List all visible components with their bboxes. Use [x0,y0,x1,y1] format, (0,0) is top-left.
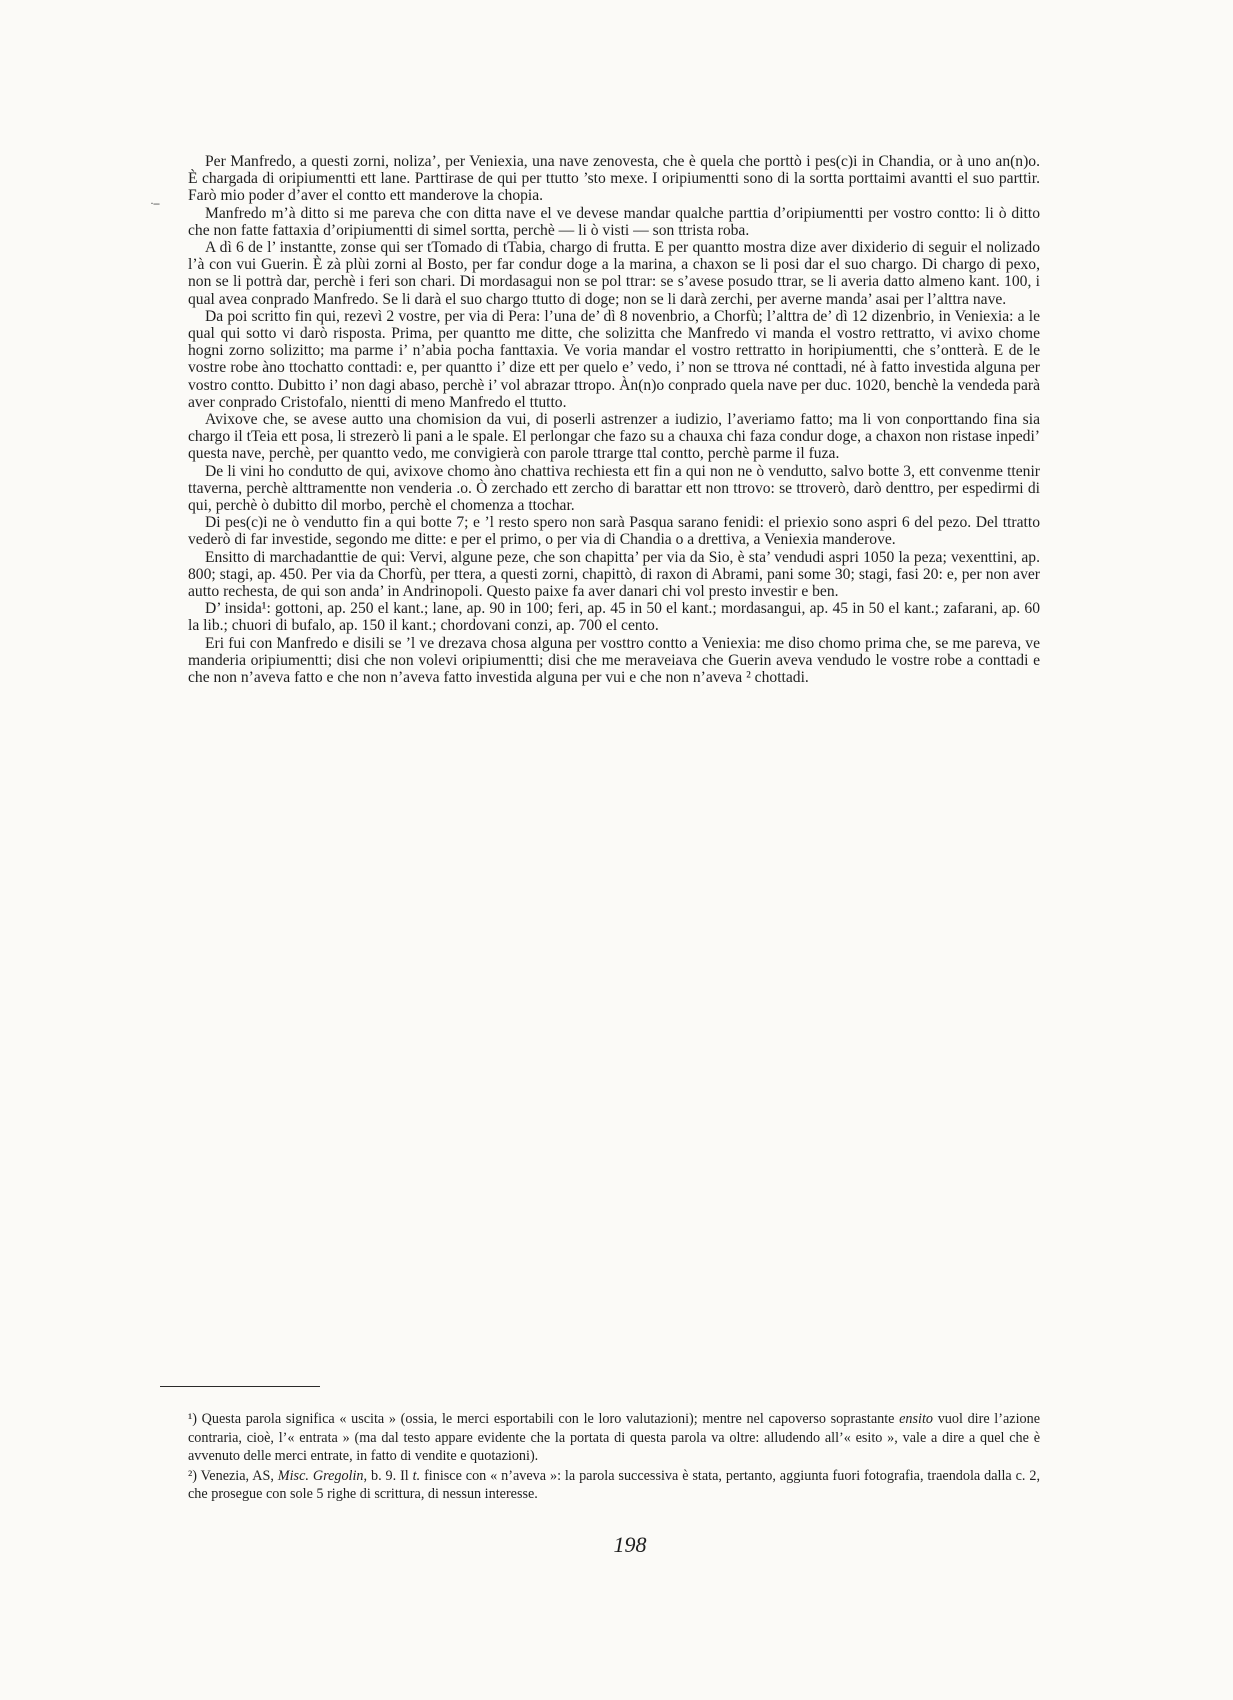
footnote-2-text-cont: , b. 9. Il [363,1467,413,1484]
paragraph: D’ insida¹: gottoni, ap. 250 el kant.; lane, ap. 90 in 100; feri, ap. 45 in 50 el kant.; mordasangui, ap. 45 in 50 el kant.; zafarani, ap. 60 la lib.; chuori di bufalo, ap. 150 il kant.; chordovani conzi, ap. 700 el cento. [188,600,1040,635]
page-number: 198 [613,1532,647,1557]
footnote-1 [188,1410,1040,1466]
paragraph: Ensitto di marchadanttie de qui: Vervi, algune peze, che son chapitta’ per via da Sio, è sta’ vendudi aspri 1050 la peza; vexenttini, ap. 800; stagi, ap. 450. Per via da Chorfù, per ttera, a questi zorni, chapittò, di raxon di Abrami, pani some 30; stagi, fasi 20: e, per non aver autto rechesta, de qui son anda’ in Andrinopoli. Questo paixe fa aver danari chi vol presto investir e ben. [188,548,1040,601]
paragraph: Eri fui con Manfredo e disili se ’l ve drezava chosa alguna per vosttro contto a Veniexia: me diso chomo prima che, se me pareva, ve manderia oripiumentti; disi che non volevi oripiumentti; disi che me meraveiava che Guerin aveva vendudo le vostre robe a conttadi e che non n’aveva fatto e che non n’aveva fatto investida alguna per vui e che non n’aveva ² chottadi. [188,634,1040,687]
paragraph: Di pes(c)i ne ò vendutto fin a qui botte 7; e ’l resto spero non sarà Pasqua sarano fenidi: el priexio sono aspri 6 del pezo. Del ttratto vederò di far investide, segondo me ditte: e per el primo, o per via di Chandia o a drettiva, a Veniexia manderove. [188,514,1040,549]
footnote-divider [160,1386,320,1387]
paragraph: Per Manfredo, a questi zorni, noliza’, per Veniexia, una nave zenovesta, che è quela che porttò i pes(c)i in Chandia, or à uno an(n)o. È chargada di oripiumentti ett lane. Parttirase de qui per ttutto ’sto mexe. I oripiumentti sono di la sortta porttaimi avantti el suo parttir. Farò mio poder d’aver el contto ett manderove la chopia. [188,153,1040,205]
paragraph: Manfredo m’à ditto si me pareva che con ditta nave el ve devese mandar qualche parttia d’oripiumentti per vostro contto: li ò ditto che non fatte fattaxia d’oripiumentti di simel sortta, perchè — li ò visti — son ttrista roba. [188,204,1040,239]
footnotes [188,1410,1040,1505]
footnote-2-text: ²) Venezia, AS, [188,1467,278,1484]
paragraph: A dì 6 de l’ instantte, zonse qui ser tTomado di tTabia, chargo di frutta. E per quantto mostra dize aver dixiderio di seguir el nolizado l’à con vui Guerin. È zà plùi zorni al Bosto, per far condur doge a la marina, a chaxon se li posi dar el suo chargo. Di chargo di pexo, non se li pottrà dar, perchè i feri son chari. Di mordasagui non se pol ttrar: se s’avese posudo ttrar, se li averia datto almeno kant. 100, i qual avea conprado Manfredo. Se li darà el suo chargo ttutto di doge; non se li darà zerchi, per averne manda’ asai per l’alttra nave. [188,239,1040,308]
body-text [188,153,1040,686]
footnote-1-term: ensito [899,1411,934,1427]
margin-mark: ·-- [150,196,159,210]
footnote-2-abbrev: t. [412,1467,421,1484]
footnote-1-text: ¹) Questa parola significa « uscita » (ossia, le merci esportabili con le loro valutazioni); mentre nel capoverso soprastante [188,1411,900,1427]
paragraph: De li vini ho condutto de qui, avixove chomo àno chattiva rechiesta ett fin a qui non ne ò vendutto, salvo botte 3, ett convenme ttenir ttaverna, perchè alttramentte non venderia .o. Ò zerchado ett zercho di barattar ett non ttrovo: se ttroverò, darò denttro, per espedirmi di qui, perchè ò dubitto dil morbo, perchè el chomenza a ttochar. [188,462,1040,515]
footnote-1-text-cont: vuol dire l’azione contraria, cioè, l’« entrata » (ma dal testo appare evidente che la portata di questa parola va oltre: alludendo all’« esito », vale a dire a quel che è avvenuto delle merci entrate, in fatto di vendite e quotazioni). [188,1411,1040,1465]
footnote-2-text-end: finisce con « n’aveva »: la parola successiva è stata, pertanto, aggiunta fuori fotografia, traendola dalla c. 2, che prosegue con sole 5 righe di scrittura, di nessun interesse. [188,1467,1040,1503]
paragraph: Da poi scritto fin qui, rezevì 2 vostre, per via di Pera: l’una de’ dì 8 novenbrio, a Chorfù; l’alttra de’ dì 12 dizenbrio, in Veniexia: a le qual qui sotto vi darò risposta. Prima, per quantto me ditte, che solizitta che Manfredo vi manda el vostro rettratto, vi avixo chome hogni zorno solizitto; ma parme i’ n’abia pocha fanttaxia. Ve voria mandar el vostro rettratto in horipiumentti, che s’ontterà. E de le vostre robe àno ttochatto conttadi: e, per quantto i’ dize ett per quelo e’ vedo, i’ non se ttrova né conttadi, né à fatto investida alguna per vostro contto. Dubitto i’ non dagi abaso, perchè i’ vol abrazar ttropo. Àn(n)o conprado quela nave per duc. 1020, benchè la vendeda parà aver conprado Cristofalo, nientti di meno Manfredo el ttutto. [188,307,1041,411]
footnote-2-collection: Misc. Gregolin [277,1467,364,1484]
footnote-2 [188,1467,1040,1504]
paragraph: Avixove che, se avese autto una chomision da vui, di poserli astrenzer a iudizio, l’averiamo fatto; ma li von conporttando fina sia chargo il tTeia ett posa, li strezerò li pani a le spale. El perlongar che fazo su a chauxa chi faza condur doge, a chaxon non ristase inpedi’ questa nave, perchè, per quantto vedo, me convigierà con parole ttrarge ttal contto, perchè parme il fuza. [188,411,1040,463]
